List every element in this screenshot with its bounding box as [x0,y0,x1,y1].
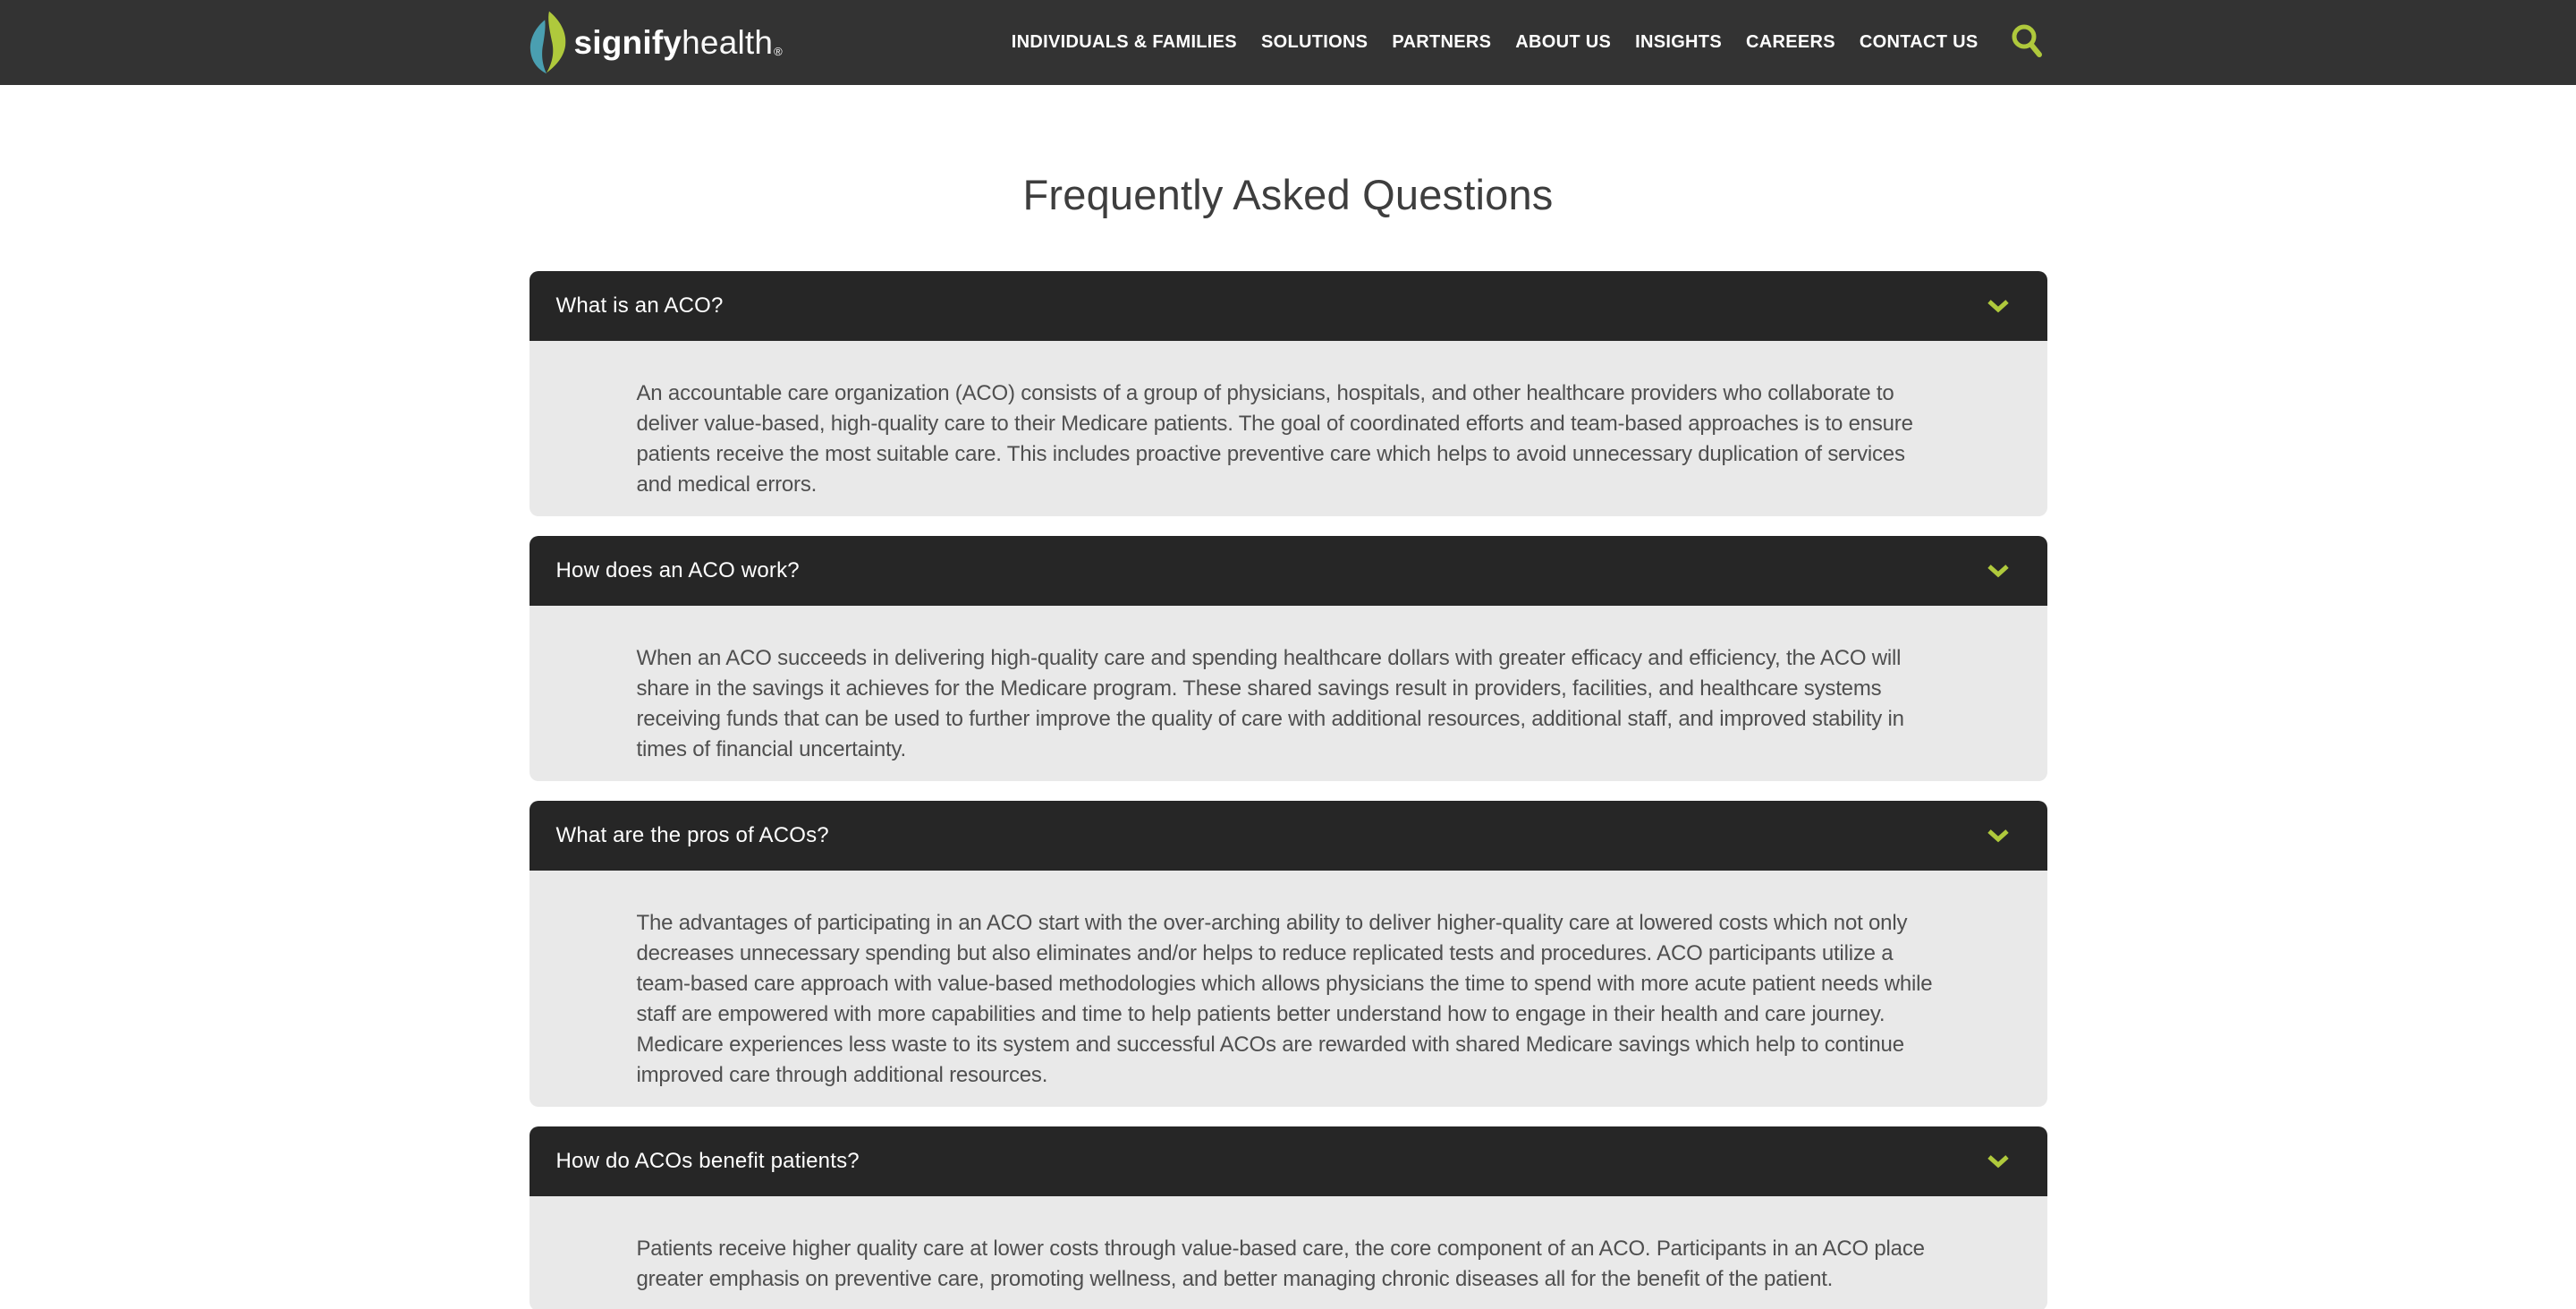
search-icon [2008,21,2047,64]
faq-answer-panel [530,871,2047,1107]
nav-item-solutions[interactable]: SOLUTIONS [1260,32,1368,52]
nav-item-about-us[interactable]: ABOUT US [1515,32,1612,52]
faq-question-pros-of-acos[interactable] [530,801,2047,871]
faq-answer-text: The advantages of participating in an ACO start with the over-arching ability to deliver higher-quality care at lowered costs which not only decreases unnecessary spending but also eliminates and/or helps to reduce replicated tests and procedures. ACO participants utilize a team-based care approach with value-based methodologies which allows physicians the time to spend with more acute patient needs while staff are empowered with more capabilities and time to help patients better understand how to engage in their health and care journey. Medicare experiences less waste to its system and successful ACOs are rewarded with shared Medicare savings which help to continue improved care through additional resources. [636,911,1933,1087]
faq-question-what-is-an-aco[interactable] [530,271,2047,341]
faq-question-label: What is an ACO? [555,293,724,318]
faq-question-label: How does an ACO work? [555,558,800,582]
faq-question-label: How do ACOs benefit patients? [555,1149,860,1173]
brand-logo[interactable] [530,11,783,75]
top-nav-bar [0,0,2576,85]
search-button[interactable] [2008,21,2047,64]
nav-item-contact-us[interactable]: CONTACT US [1859,32,1979,52]
faq-item [530,801,2047,1107]
registered-mark: ® [774,44,783,58]
faq-answer-panel [530,1196,2047,1309]
faq-answer-text: Patients receive higher quality care at lower costs through value-based care, the core component of an ACO. Participants in an ACO place greater emphasis on preventive care, promoting wellness, and better managing chronic diseases all for the benefit of the patient. [636,1237,1925,1291]
chevron-down-icon [1987,299,2010,313]
faq-answer-panel [530,606,2047,781]
chevron-down-icon [1987,1154,2010,1169]
faq-item [530,536,2047,781]
faq-question-how-acos-benefit-patients[interactable] [530,1126,2047,1196]
faq-accordion [530,271,2047,1309]
nav-item-careers[interactable]: CAREERS [1745,32,1835,52]
main-menu [1012,21,2047,64]
faq-answer-text: When an ACO succeeds in delivering high-quality care and spending healthcare dollars with greater efficacy and efficiency, the ACO will share in the savings it achieves for the Medicare program. These shared savings result in providers, facilities, and healthcare systems receiving funds that can be used to further improve the quality of care with additional resources, additional staff, and improved stability in times of financial uncertainty. [636,646,1904,761]
page-title: Frequently Asked Questions [1022,171,1554,218]
faq-answer-text: An accountable care organization (ACO) consists of a group of physicians, hospitals, and other healthcare providers who collaborate to deliver value-based, high-quality care to their Medicare patients. The goal of coordinated efforts and team-based approaches is to ensure patients receive the most suitable care. This includes proactive preventive care which helps to avoid unnecessary duplication of services and medical errors. [636,381,1913,497]
chevron-down-icon [1987,829,2010,843]
brand-name-light: health [682,23,774,61]
nav-item-partners[interactable]: PARTNERS [1392,32,1492,52]
faq-answer-panel [530,341,2047,516]
nav-item-insights[interactable]: INSIGHTS [1635,32,1722,52]
brand-wordmark [574,24,783,62]
faq-item [530,1126,2047,1309]
faq-question-label: What are the pros of ACOs? [555,823,829,847]
faq-question-how-does-an-aco-work[interactable] [530,536,2047,606]
faq-item [530,271,2047,516]
chevron-down-icon [1987,564,2010,578]
brand-name-bold: signify [573,23,682,61]
nav-item-individuals-families[interactable]: INDIVIDUALS & FAMILIES [1011,32,1237,52]
flame-icon [530,11,567,75]
